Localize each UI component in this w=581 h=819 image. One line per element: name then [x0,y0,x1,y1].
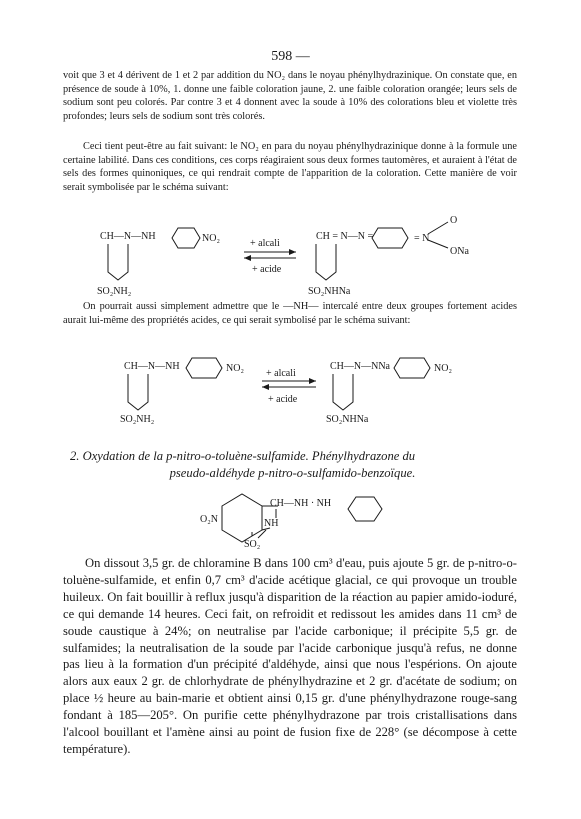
scheme2-left-sub: SO₂NH₂ [120,414,155,425]
scheme1-arrow-top-label: + alcali [250,238,280,249]
scheme1-right-sub: SO₂NHNa [308,286,351,297]
section-heading [70,448,515,482]
benzene-ring-icon [333,374,353,410]
page-number: 598 — [271,49,310,64]
scheme2-right-sub: SO₂NHNa [326,414,369,425]
arrow-left-icon [244,255,251,261]
arrow-right-icon [289,249,296,255]
bond-line [428,240,448,248]
scheme1-right-o: O [450,215,458,226]
benzene-ring-icon [316,244,336,280]
phenyl-ring-icon [348,497,382,521]
structure-nh: NH [264,518,279,529]
paragraph-procedure [63,555,517,758]
bond-line [428,222,448,234]
scheme2-arrow-top-label: + alcali [266,368,296,379]
structure-so2: SO₂ [244,539,261,550]
nitro-benzene-ring-icon [222,494,262,542]
structure-chain: CH—NH · NH [270,498,332,509]
scheme2-left-chain: CH—N—NH [124,361,180,372]
para-ring-icon [394,358,430,378]
heading-line-1: 2. Oxydation de la p-nitro-o-toluène-sulfamide. Phénylhydrazone du [70,449,416,463]
paragraph-text: Ceci tient peut-être au fait suivant: le NO₂ en para du noyau phénylhydrazinique donne à la formule une certaine labilité. Dans ces conditions, ces corps réagiraient sous deux formes tautomères, et auraient à l'état de sels des formes quinoniques, ce qui rendrait compte de l'apparition de la coloration. Cette manière de voir serait symbolisée par le schéma suivant: [63,141,517,193]
paragraph-text: On dissout 3,5 gr. de chloramine B dans 100 cm³ d'eau, puis ajoute 5 gr. de p-nitro-o-toluène-sulfamide, et enfin 0,7 cm³ d'acide acétique glacial, ce qui provoque un trouble huileux. On fait bouillir à reflux jusqu'à disparition de la réaction au papier amido-ioduré, ce qui demande 14 heures. Ceci fait, on refroidit et redissout les amides dans 11 cm³ de soude caustique à 24%; on neutralise par l'acide carbonique; il précipite 5,5 gr. de sulfamides; la neutralisation de la soude par l'acide carbonique jusqu'à refus, ne donne pas lieu à la formation d'un précipité d'aldéhyde, ainsi que nous l'espérions. On ajoute alors aux eaux 2 gr. de chlorhydrate de phénylhydrazine et 2 gr. d'acétate de sodium; on place ½ heure au bain-marie et obtient ainsi 0,15 gr. d'une phénylhydrazone rouge-sang fondant à 185—205°. On purifie cette phénylhydrazone par trois cristallisations dans l'alcool bouillant et l'amène ainsi au point de fusion fixe de 228° (se décompose à cette température). [63,556,517,756]
para-ring-icon [186,358,222,378]
paragraph-text: voit que 3 et 4 dérivent de 1 et 2 par addition du NO₂ dans le noyau phénylhydrazinique. On constate que, en présence de soude à 10%, 1. donne une faible coloration jaune, 2. une faible coloration orangée; leurs sels de sodium sont peu colorés. Par contre 3 et 4 donnent avec la soude à 10% des colorations bleu et violette très profondes; leurs sels de sodium sont très colorés. [63,70,517,122]
paragraph-acid-hypothesis [63,300,517,327]
scheme2-right-group: NO₂ [434,363,452,374]
scheme2-right-chain: CH—N—NNa [330,361,390,372]
quinone-ring-icon [372,228,408,248]
scheme1-left-sub: SO₂NH₂ [97,286,132,297]
scheme1-left-chain: CH—N—NH [100,231,156,242]
scheme2-left-group: NO₂ [226,363,244,374]
scheme1-left-group: NO₂ [202,233,220,244]
scheme1-right-chain: CH = N—N = [316,231,374,242]
benzene-ring-icon [128,374,148,410]
scheme2-arrow-bottom-label: + acide [268,394,298,405]
heading-line-2: pseudo-aldéhyde p-nitro-o-sulfamido-benzoïque. [169,466,416,480]
scheme1-right-ona: ONa [450,246,469,257]
arrow-left-icon [262,384,269,390]
scheme1-arrow-bottom-label: + acide [252,264,282,275]
para-ring-icon [172,228,200,248]
benzene-ring-icon [108,244,128,280]
arrow-right-icon [309,378,316,384]
structure-no2: O₂N [200,514,218,525]
scheme1-right-n: = N [414,233,430,244]
paragraph-text: On pourrait aussi simplement admettre que le —NH— intercalé entre deux groupes fortement acides aurait lui-même des propriétés acides, ce qui serait symbolisé par le schéma suivant: [63,301,517,326]
